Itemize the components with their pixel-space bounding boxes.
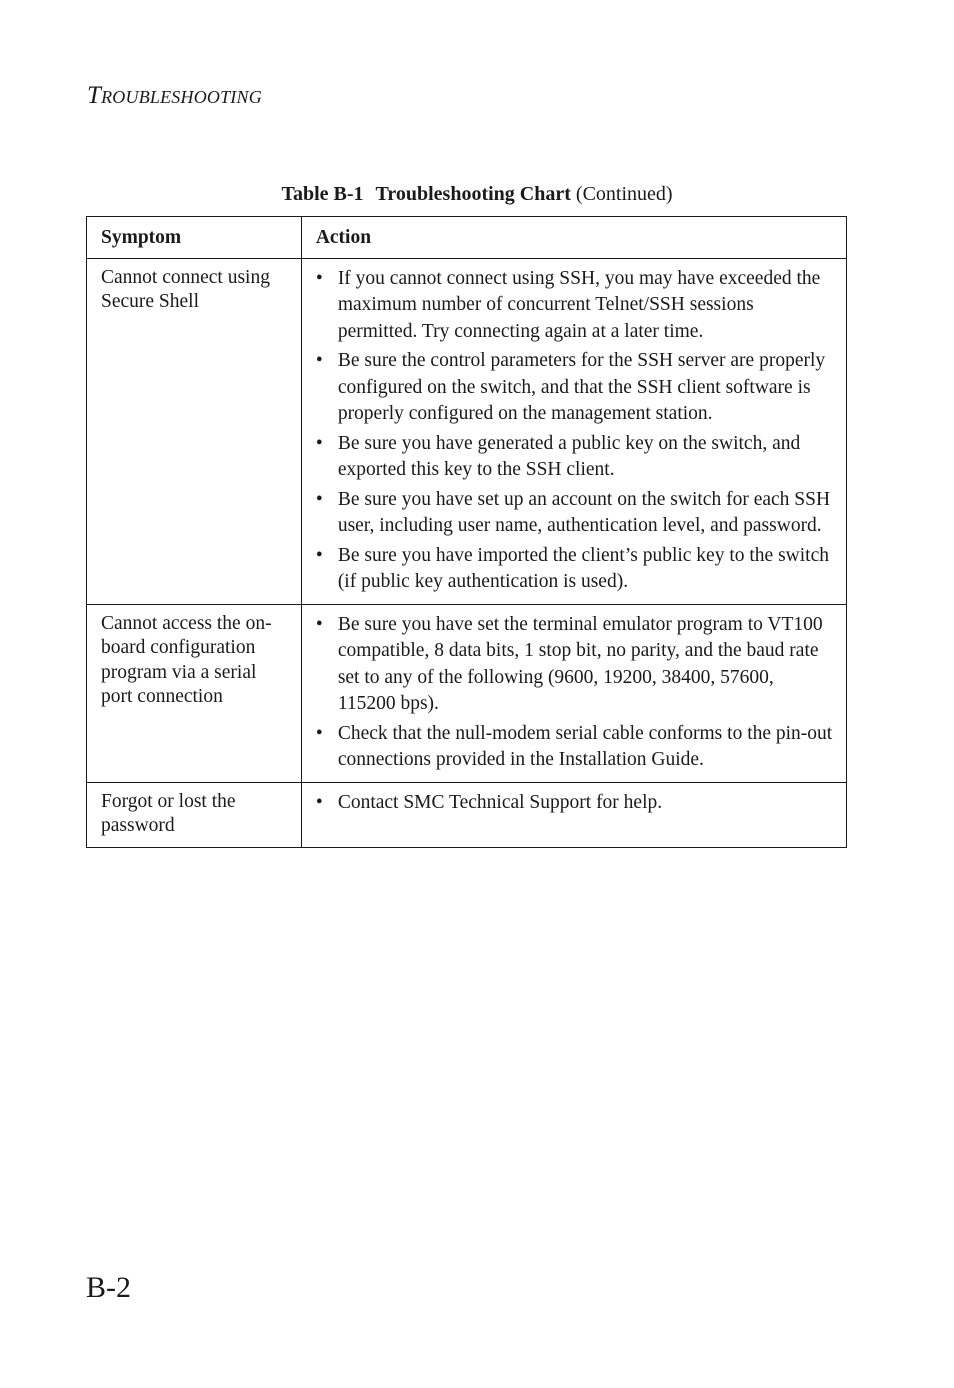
action-item bbox=[316, 721, 836, 774]
column-header-action: Action bbox=[301, 217, 846, 259]
action-text: Be sure you have generated a public key on the switch, and exported this key to the SSH client. bbox=[337, 432, 801, 480]
action-item bbox=[316, 487, 836, 540]
action-list bbox=[316, 266, 836, 596]
symptom-cell: Forgot or lost the password bbox=[87, 782, 302, 847]
table-continued-note: (Continued) bbox=[575, 183, 673, 205]
action-text: Be sure the control parameters for the SSH server are properly configured on the switch, and that the SSH client software is properly configured on the management station. bbox=[337, 350, 826, 424]
running-header-rest: ROUBLESHOOTING bbox=[101, 87, 262, 107]
action-text: Contact SMC Technical Support for help. bbox=[337, 791, 663, 813]
bullet-icon: • bbox=[315, 613, 323, 635]
running-header-initial: T bbox=[87, 82, 102, 109]
action-text: If you cannot connect using SSH, you may have exceeded the maximum number of concurrent Telnet/SSH sessions permitted. Try connecting again at a later time. bbox=[337, 267, 821, 342]
table-title: Troubleshooting Chart bbox=[375, 183, 571, 205]
action-cell bbox=[301, 258, 846, 604]
action-item bbox=[316, 348, 836, 428]
running-header bbox=[87, 82, 262, 110]
table-header-row bbox=[87, 217, 847, 259]
table-row bbox=[87, 258, 847, 604]
action-cell bbox=[301, 604, 846, 782]
bullet-icon: • bbox=[315, 267, 323, 289]
action-list bbox=[316, 612, 836, 774]
table-row bbox=[87, 782, 847, 847]
action-text: Be sure you have set up an account on the switch for each SSH user, including user name, authentication level, and password. bbox=[337, 488, 831, 536]
action-text: Be sure you have imported the client’s public key to the switch (if public key authentication is used). bbox=[337, 544, 829, 592]
page-number: B-2 bbox=[86, 1271, 131, 1304]
column-header-symptom: Symptom bbox=[87, 217, 302, 259]
action-cell bbox=[301, 782, 846, 847]
bullet-icon: • bbox=[315, 791, 323, 813]
table-number: Table B-1 bbox=[281, 183, 364, 205]
table-row bbox=[87, 604, 847, 782]
action-item bbox=[316, 612, 836, 718]
action-text: Check that the null-modem serial cable conforms to the pin-out connections provided in the Installation Guide. bbox=[337, 722, 833, 770]
action-item bbox=[316, 431, 836, 484]
action-item bbox=[316, 543, 836, 596]
symptom-cell: Cannot connect using Secure Shell bbox=[87, 258, 302, 604]
bullet-icon: • bbox=[315, 432, 323, 454]
symptom-cell: Cannot access the on-board configuration program via a serial port connection bbox=[87, 604, 302, 782]
action-text: Be sure you have set the terminal emulator program to VT100 compatible, 8 data bits, 1 stop bit, no parity, and the baud rate set to any of the following (9600, 19200, 38400, 57600, 115200 bps). bbox=[337, 613, 823, 714]
bullet-icon: • bbox=[315, 350, 323, 371]
table-caption bbox=[0, 183, 954, 206]
troubleshooting-table bbox=[86, 216, 847, 848]
action-list bbox=[316, 790, 836, 817]
bullet-icon: • bbox=[315, 544, 323, 566]
bullet-icon: • bbox=[315, 722, 323, 744]
bullet-icon: • bbox=[315, 488, 323, 510]
action-item bbox=[316, 790, 836, 817]
action-item bbox=[316, 266, 836, 346]
